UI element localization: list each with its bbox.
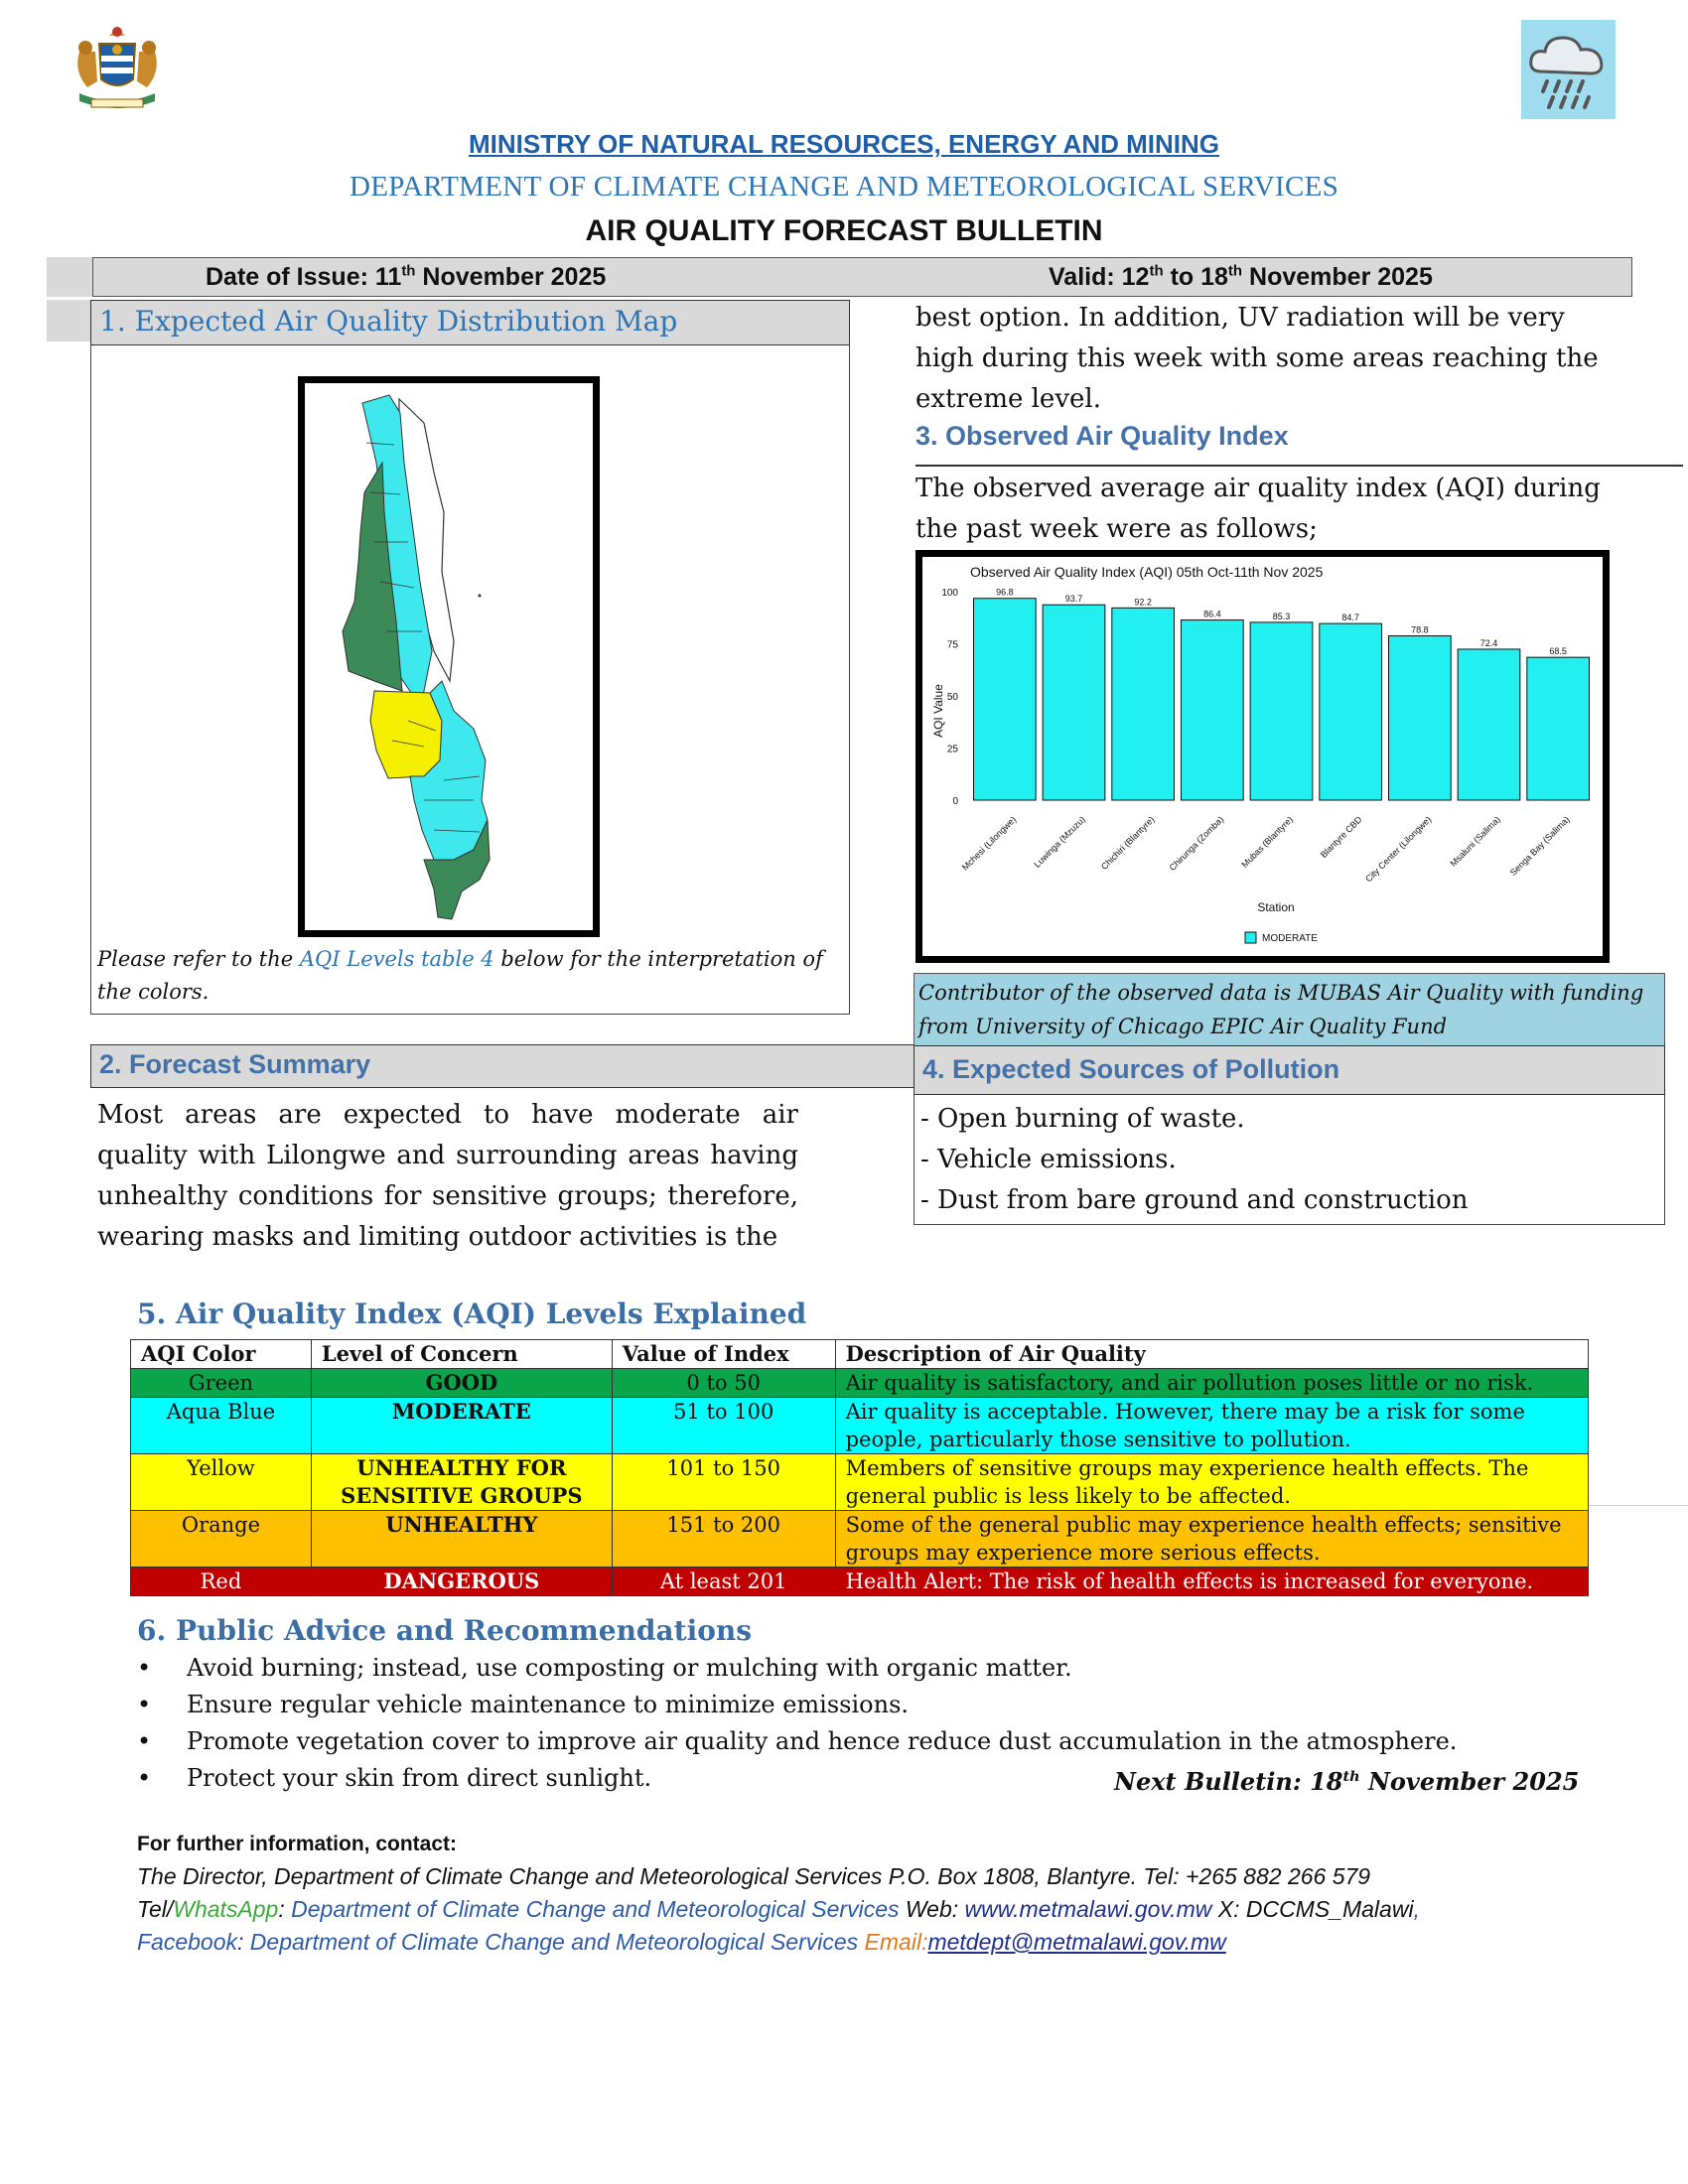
issue-validity-bar xyxy=(92,257,1632,297)
ministry-title: MINISTRY OF NATURAL RESOURCES, ENERGY AND MINING xyxy=(469,129,1219,159)
bar xyxy=(1320,623,1382,800)
level-of-concern-cell: UNHEALTHY xyxy=(311,1511,612,1568)
x-handle: X: DCCMS_Malawi xyxy=(1211,1896,1414,1922)
section2-heading: 2. Forecast Summary xyxy=(90,1044,919,1088)
chart-x-axis-label: Station xyxy=(1257,900,1295,914)
column-header: Value of Index xyxy=(612,1340,835,1369)
description-cell: Health Alert: The risk of health effects is increased for everyone. xyxy=(835,1568,1588,1596)
website-link[interactable]: www.metmalawi.gov.mw xyxy=(964,1896,1212,1922)
section1-heading: 1. Expected Air Quality Distribution Map xyxy=(90,300,850,345)
section6-heading: 6. Public Advice and Recommendations xyxy=(137,1614,753,1647)
aqi-color-cell: Orange xyxy=(131,1511,312,1568)
bar xyxy=(1043,605,1105,800)
x-tick-label: Chirunga (Zomba) xyxy=(1167,814,1226,874)
level-of-concern-cell: MODERATE xyxy=(311,1398,612,1454)
bar xyxy=(1527,657,1590,800)
y-tick-label: 0 xyxy=(952,796,958,807)
y-tick-label: 25 xyxy=(946,744,958,755)
data-label: 86.4 xyxy=(1203,609,1221,619)
column-header: AQI Color xyxy=(131,1340,312,1369)
aqi-color-cell: Red xyxy=(131,1568,312,1596)
bar xyxy=(1112,608,1175,800)
legend-label: MODERATE xyxy=(1262,933,1318,944)
table-row xyxy=(131,1454,1589,1511)
bar xyxy=(1250,622,1313,800)
description-cell: Air quality is satisfactory, and air pollution poses little or no risk. xyxy=(835,1369,1588,1398)
issue-date: Date of Issue: 11th November 2025 xyxy=(206,262,607,291)
aqi-color-cell: Green xyxy=(131,1369,312,1398)
pollution-source-item: - Open burning of waste. xyxy=(920,1104,1245,1134)
next-bulletin-date: Next Bulletin: 18th November 2025 xyxy=(1114,1767,1580,1796)
description-cell: Air quality is acceptable. However, there may be a risk for some people, particularly those sensitive to pollution. xyxy=(835,1398,1588,1454)
air-quality-map xyxy=(298,376,600,937)
table-header-row xyxy=(131,1340,1589,1369)
x-tick-label: Mchesi (Lilongwe) xyxy=(959,814,1019,873)
value-of-index-cell: 151 to 200 xyxy=(612,1511,835,1568)
list-item: • Ensure regular vehicle maintenance to minimize emissions. xyxy=(137,1687,1587,1723)
map-note: Please refer to the AQI Levels table 4 below for the interpretation of the colors. xyxy=(97,947,823,1004)
aqi-bar-chart xyxy=(922,557,1603,956)
contact-heading: For further information, contact: xyxy=(137,1833,457,1855)
x-tick-label: City Center (Lilongwe) xyxy=(1363,814,1434,885)
aqi-table-reference-link[interactable]: AQI Levels table 4 xyxy=(299,947,494,971)
section3-rule xyxy=(915,465,1683,467)
list-item: • Protect your skin from direct sunlight. xyxy=(137,1760,1587,1797)
data-label: 93.7 xyxy=(1064,594,1083,605)
column-header: Description of Air Quality xyxy=(835,1340,1588,1369)
data-label: 72.4 xyxy=(1479,637,1498,648)
data-label: 78.8 xyxy=(1411,624,1429,635)
table-row xyxy=(131,1511,1589,1568)
list-item: • Promote vegetation cover to improve air quality and hence reduce dust accumulation in the atmosphere. xyxy=(137,1723,1587,1760)
weather-rain-icon xyxy=(1521,20,1616,119)
x-tick-label: Chichiri (Blantyre) xyxy=(1098,814,1157,872)
whatsapp-label: WhatsApp xyxy=(173,1896,279,1922)
email-link[interactable]: metdept@metmalawi.gov.mw xyxy=(927,1929,1226,1955)
x-tick-label: Mubas (Blantyre) xyxy=(1239,814,1295,870)
x-tick-label: Blantyre CBD xyxy=(1318,814,1364,860)
bar xyxy=(1458,649,1520,800)
pollution-source-item: - Vehicle emissions. xyxy=(920,1145,1177,1174)
legend-swatch xyxy=(1245,932,1256,943)
value-of-index-cell: At least 201 xyxy=(612,1568,835,1596)
pollution-sources-list xyxy=(914,1095,1665,1225)
data-label: 92.2 xyxy=(1134,597,1152,608)
table-row xyxy=(131,1398,1589,1454)
level-of-concern-cell: UNHEALTHY FOR SENSITIVE GROUPS xyxy=(311,1454,612,1511)
x-tick-label: Luwinga (Mzuzu) xyxy=(1032,814,1087,870)
contact-facebook-line: Facebook: Department of Climate Change and Meteorological Services Email:metdept@metmalawi.gov.mw xyxy=(137,1929,1226,1955)
y-tick-label: 75 xyxy=(946,639,958,651)
bar xyxy=(1388,636,1451,800)
facebook-page-name: Department of Climate Change and Meteorological Services xyxy=(249,1929,859,1955)
data-label: 96.8 xyxy=(996,587,1014,598)
region-lilongwe-yellow xyxy=(370,691,442,778)
pollution-source-item: - Dust from bare ground and construction xyxy=(920,1185,1469,1215)
bulletin-title: AIR QUALITY FORECAST BULLETIN xyxy=(585,214,1103,247)
aqi-levels-table xyxy=(130,1339,1589,1596)
valid-period: Valid: 12th to 18th November 2025 xyxy=(1049,262,1433,291)
bar xyxy=(973,599,1036,800)
column-header: Level of Concern xyxy=(311,1340,612,1369)
data-label: 68.5 xyxy=(1549,646,1567,657)
value-of-index-cell: 51 to 100 xyxy=(612,1398,835,1454)
section1-strip-decoration xyxy=(47,300,92,341)
aqi-color-cell: Aqua Blue xyxy=(131,1398,312,1454)
side-rule xyxy=(1589,1505,1688,1506)
observed-aqi-text: The observed average air quality index (AQI) during the past week were as follows; xyxy=(915,474,1601,544)
value-of-index-cell: 0 to 50 xyxy=(612,1369,835,1398)
chart-title: Observed Air Quality Index (AQI) 05th Oct-11th Nov 2025 xyxy=(970,564,1324,580)
chart-y-axis-label: AQI Value xyxy=(931,684,945,738)
aqi-color-cell: Yellow xyxy=(131,1454,312,1511)
forecast-summary-continued: best option. In addition, UV radiation will be very high during this week with some areas reaching the extreme level. xyxy=(915,303,1599,414)
bar xyxy=(1181,620,1243,800)
issue-strip-decoration xyxy=(47,257,92,297)
x-tick-label: Senga Bay (Salima) xyxy=(1507,814,1572,879)
table-row xyxy=(131,1369,1589,1398)
y-tick-label: 100 xyxy=(941,588,958,599)
island-dot xyxy=(479,595,482,598)
description-cell: Members of sensitive groups may experience health effects. The general public is less likely to be affected. xyxy=(835,1454,1588,1511)
data-contributor-note: Contributor of the observed data is MUBAS Air Quality with funding from University of Chicago EPIC Air Quality Fund xyxy=(914,973,1665,1047)
section3-heading: 3. Observed Air Quality Index xyxy=(915,421,1289,451)
data-label: 85.3 xyxy=(1272,611,1291,621)
table-row xyxy=(131,1568,1589,1596)
data-label: 84.7 xyxy=(1341,613,1359,623)
coat-of-arms-logo xyxy=(70,22,165,113)
section5-heading: 5. Air Quality Index (AQI) Levels Explained xyxy=(137,1297,807,1330)
value-of-index-cell: 101 to 150 xyxy=(612,1454,835,1511)
y-tick-label: 50 xyxy=(946,692,958,703)
observed-aqi-chart xyxy=(915,550,1610,963)
list-item: • Avoid burning; instead, use composting or mulching with organic matter. xyxy=(137,1650,1587,1687)
level-of-concern-cell: GOOD xyxy=(311,1369,612,1398)
section4-heading: 4. Expected Sources of Pollution xyxy=(914,1045,1665,1095)
contact-address: The Director, Department of Climate Change and Meteorological Services P.O. Box 1808, Blantyre. Tel: +265 882 266 579 xyxy=(137,1863,1371,1889)
department-title: DEPARTMENT OF CLIMATE CHANGE AND METEOROLOGICAL SERVICES xyxy=(349,171,1339,203)
level-of-concern-cell: DANGEROUS xyxy=(311,1568,612,1596)
contact-social-line: Tel/WhatsApp: Department of Climate Change and Meteorological Services Web: www.metmalawi.gov.mw X: DCCMS_Malawi, xyxy=(137,1896,1420,1922)
forecast-summary-text: Most areas are expected to have moderate air quality with Lilongwe and surrounding areas having unhealthy conditions for sensitive groups; therefore, wearing masks and limiting outdoor activities is the xyxy=(97,1100,798,1252)
description-cell: Some of the general public may experience health effects; sensitive groups may experience more serious effects. xyxy=(835,1511,1588,1568)
x-tick-label: Msaluni (Salima) xyxy=(1448,814,1502,869)
